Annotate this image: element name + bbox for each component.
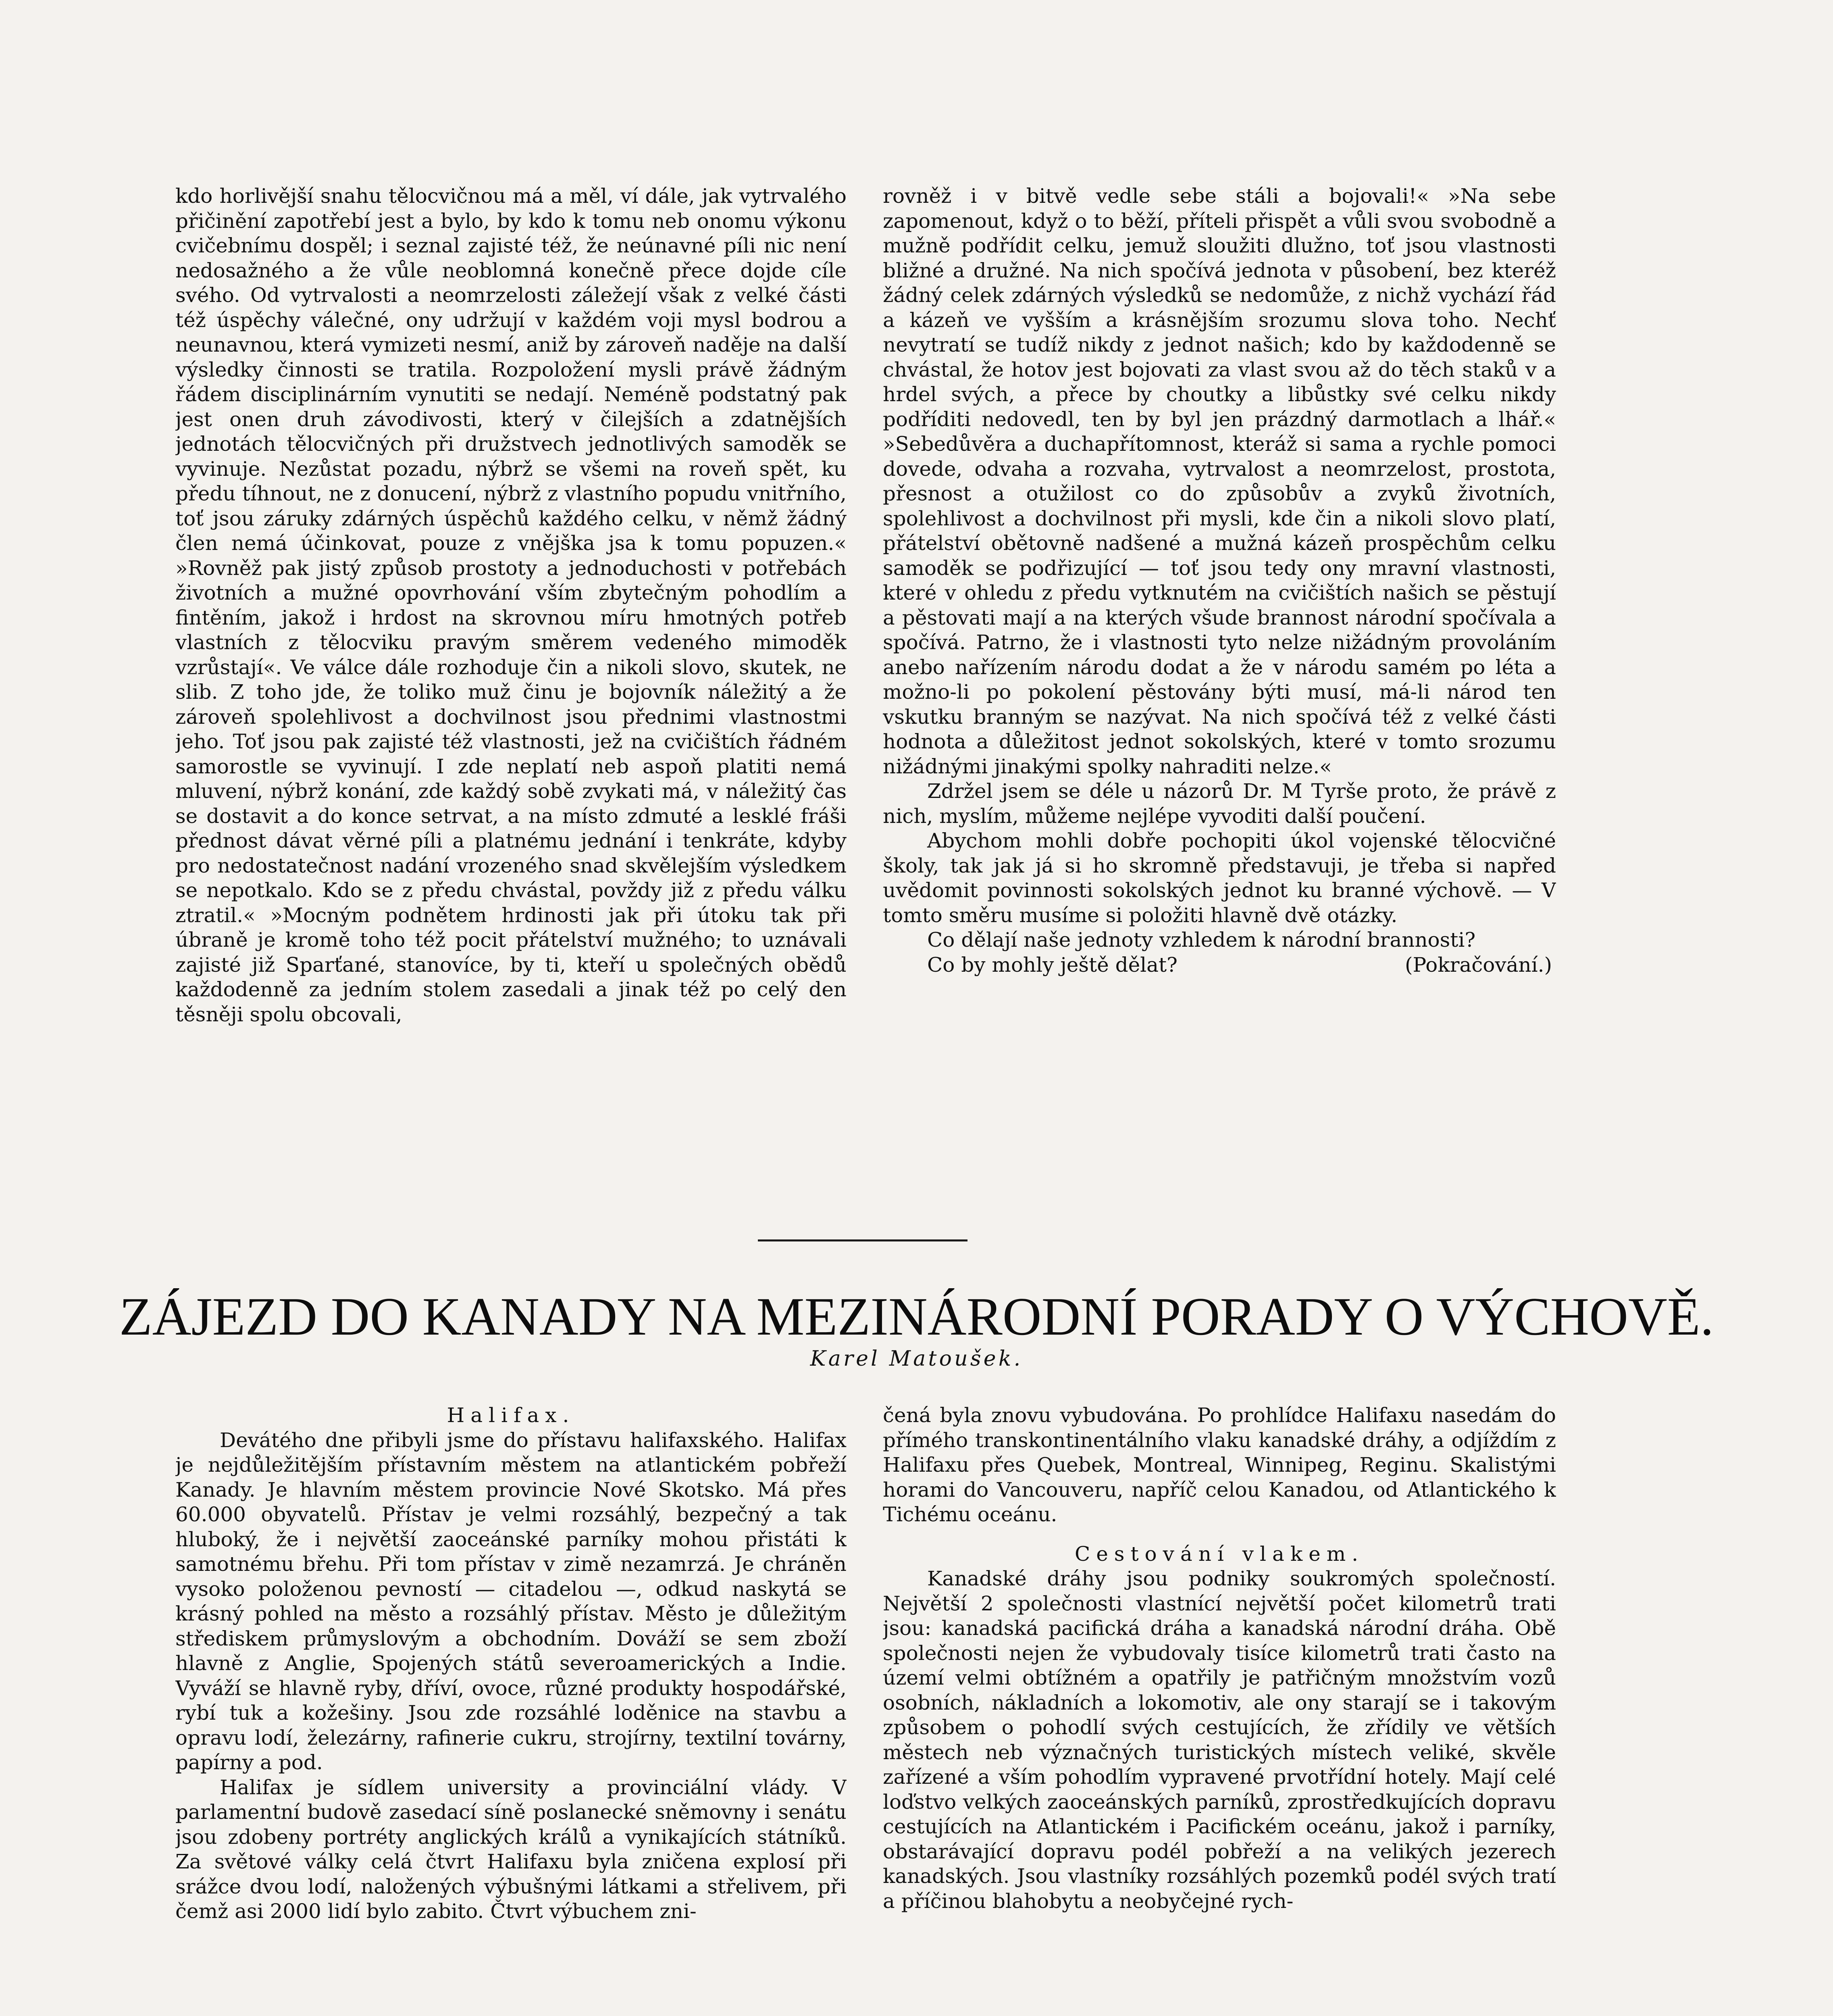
bottom-right-column: [883, 1403, 1556, 2008]
paragraph: čená byla znovu vybudována. Po prohlídce Halifaxu nasedám do přímého transkontinentálního vlaku kanadské dráhy, a odjíždím z Halifaxu přes Quebek, Montreal, Winnipeg, Reginu. Skalistými horami do Vancouveru, napříč celou Kanadou, od Atlantického k Tichému oceánu.: [883, 1404, 1556, 1526]
article-title: ZÁJEZD DO KANADY NA MEZINÁRODNÍ PORADY O VÝCHOVĚ.: [119, 1287, 1714, 1346]
paragraph: Zdržel jsem se déle u názorů Dr. M Tyrše proto, že právě z nich, myslím, můžeme nejlépe vyvoditi další poučení.: [883, 779, 1556, 828]
section-divider: [758, 1239, 967, 1241]
last-paragraph-line: [883, 953, 1556, 978]
continued-note: (Pokračování.): [1405, 953, 1552, 977]
paragraph: rovněž i v bitvě vedle sebe stáli a bojovali!« »Na sebe zapomenout, když o to běží, příteli přispět a vůli svou svobodně a mužně podřídit celku, jemuž sloužiti dlužno, toť jsou vlastnosti bližné a družné. Na nich spočívá jednota v působení, bez kteréž žádný celek zdárných výsledků se nedomůže, z nichž vychází řád a kázeň ve vyšším a krásnějším srozumu slova toho. Nechť nevytratí se tudíž nikdy z jednot našich; kdo by každodenně se chvástal, že hotov jest bojovati za vlast svou až do těch staků v a hrdel svých, a přece by choutky a libůstky své celku nikdy podříditi nedovedl, ten by byl jen prázdný darmotlach a lhář.« »Sebedůvěra a duchapřítomnost, kteráž si sama a rychle pomoci dovede, odvaha a rozvaha, vytrvalost a neomrzelost, prostota, přesnost a otužilost co do způsobův a zvyků životních, spolehlivost a dochvilnost při mysli, kde čin a nikoli slovo platí, přátelství obětovně nadšené a mužná kázeň prospěchům celku samoděk se podřizující — toť jsou tedy ony mravní vlastnosti, které v ohledu z předu vytknutém na cvičištích našich se pěstují a pěstovati mají a na kterých všude brannost národní spočívala a spočívá. Patrno, že i vlastnosti tyto nelze nižádným provoláním anebo nařízením národu dodat a že v národu samém po léta a možno-li po pokolení pěstovány býti musí, má-li národ ten vskutku branným se nazývat. Na nich spočívá též z velké části hodnota a důležitost jednot sokolských, které v tomto srozumu nižádnými jinakými spolky nahraditi nelze.«: [883, 184, 1556, 778]
section-heading-halifax: Halifax.: [447, 1404, 575, 1427]
top-right-column: [883, 184, 1556, 1200]
top-left-column: [175, 184, 847, 1200]
section-heading-travel: Cestování vlakem.: [1074, 1542, 1365, 1566]
paragraph: kdo horlivější snahu tělocvičnou má a měl, ví dále, jak vytrvalého přičinění zapotřebí jest a bylo, by kdo k tomu neb onomu výkonu cvičebnímu dospěl; i seznal zajisté též, že neúnavné píli nic není nedosažného a že vůle neoblomná konečně přece dojde cíle svého. Od vytrvalosti a neomrzelosti záležejí však z velké části též úspěchy válečné, ony udržují v každém voji mysl bodrou a neunavnou, která vymizeti nesmí, aniž by zároveň naděje na další výsledky činnosti se tratila. Rozpoložení mysli právě žádným řádem disciplinárním vynutiti se nedají. Neméně podstatný pak jest onen druh závodivosti, který v čilejších a zdatnějších jednotách tělocvičných při družstvech jednotlivých samoděk se vyvinuje. Nezůstat pozadu, nýbrž se všemi na roveň spět, ku předu tíhnout, ne z donucení, nýbrž z vlastního popudu vnitřního, toť jsou záruky zdárných úspěchů každého celku, v němž žádný člen nemá účinkovat, pouze z vnějška jsa k tomu popuzen.« »Rovněž pak jistý způsob prostoty a jednoduchosti v potřebách životních a mužné opovrhování vším zbytečným pohodlím a fintěním, jakož i hrdost na skrovnou míru hmotných potřeb vlastních z tělocviku pravým směrem vedeného mimoděk vzrůstají«. Ve válce dále rozhoduje čin a nikoli slovo, skutek, ne slib. Z toho jde, že toliko muž činu je bojovník náležitý a že zároveň spolehlivost a dochvilnost jsou přednimi vlastnostmi jeho. Toť jsou pak zajisté též vlastnosti, jež na cvičištích řádném samorostle se vyvinují. I zde neplatí neb aspoň platiti nemá mluvení, nýbrž konání, zde každý sobě zvykati má, v náležitý čas se dostavit a do konce setrvat, a na místo zdmuté a lesklé fráši přednost dávat věrné píli a platnému jednání i tenkráte, kdyby pro nedostatečnost nadání vrozeného snad skvělejším výsledkem se nepotkalo. Kdo se z předu chvástal, povždy již z předu válku ztratil.« »Mocným podnětem hrdinosti jak při útoku tak při úbraně je kromě toho též pocit přátelství mužného; to uznávali zajisté již Sparťané, stanovíce, by ti, kteří u společných obědů každodenně za jedním stolem zasedali a jinak též po celý den těsněji spolu obcovali,: [175, 184, 847, 1026]
bottom-left-column: [175, 1403, 847, 2008]
paragraph: Devátého dne přibyli jsme do přístavu halifaxského. Halifax je nejdůležitějším přístavním městem na atlantickém pobřeží Kanady. Je hlavním městem provincie Nové Skotsko. Má přes 60.000 obyvatelů. Přístav je velmi rozsáhlý, bezpečný a tak hluboký, že i největší zaoceánské parníky mohou přistáti k samotnému břehu. Při tom přístav v zimě nezamrzá. Je chráněn vysoko položenou pevností — citadelou —, odkud naskytá se krásný pohled na město a rozsáhlý přístav. Město je důležitým střediskem průmyslovým a obchodním. Dováží se sem zboží hlavně z Anglie, Spojených států severoamerických a Indie. Vyváží se hlavně ryby, dříví, ovoce, různé produkty hospodářské, rybí tuk a kožešiny. Jsou zde rozsáhlé loděnice na stavbu a opravu lodí, železárny, rafinerie cukru, strojírny, textilní továrny, papírny a pod.: [175, 1428, 847, 1774]
article-author: Karel Matoušek.: [810, 1347, 1023, 1371]
paragraph: Abychom mohli dobře pochopiti úkol vojenské tělocvičné školy, tak jak já si ho skromně představuji, je třeba si napřed uvědomit povinnosti sokolských jednot ku branné výchově. — V tomto směru musíme si položiti hlavně dvě otázky.: [883, 829, 1556, 927]
paragraph: Co dělají naše jednoty vzhledem k národní brannosti?: [927, 928, 1476, 952]
paragraph: Co by mohly ještě dělat?: [927, 953, 1178, 977]
paragraph: Kanadské dráhy jsou podniky soukromých společností. Největší 2 společnosti vlastnící největší počet kilometrů trati jsou: kanadská pacifická dráha a kanadská národní dráha. Obě společnosti nejen že vybudovaly tisíce kilometrů trati často na území velmi obtížném a opatřily je patřičným množstvím vozů osobních, nákladních a lokomotiv, ale ony starají se i takovým způsobem o pohodlí svých cestujících, že zřídily ve větších městech neb význačných turistických místech veliké, skvěle zařízené a vším pohodlím vypravené prvotřídní hotely. Mají celé loďstvo velkých zaoceánských parníků, zprostředkujících dopravu cestujících na Atlantickém i Pacifickém oceánu, jakož i parníky, obstarávající dopravu podél pobřeží a na velikých jezerech kanadských. Jsou vlastníky rozsáhlých pozemků podél svých tratí a příčinou blahobytu a neobyčejné rych-: [883, 1567, 1556, 1913]
paragraph: Halifax je sídlem university a provinciální vlády. V parlamentní budově zasedací síně poslanecké sněmovny i senátu jsou zdobeny portréty anglických králů a vynikajících státníků. Za světové války celá čtvrt Halifaxu byla zničena explosí při srážce dvou lodí, naložených výbušnými látkami a střelivem, při čemž asi 2000 lidí bylo zabito. Čtvrt výbuchem zni-: [175, 1775, 847, 1923]
